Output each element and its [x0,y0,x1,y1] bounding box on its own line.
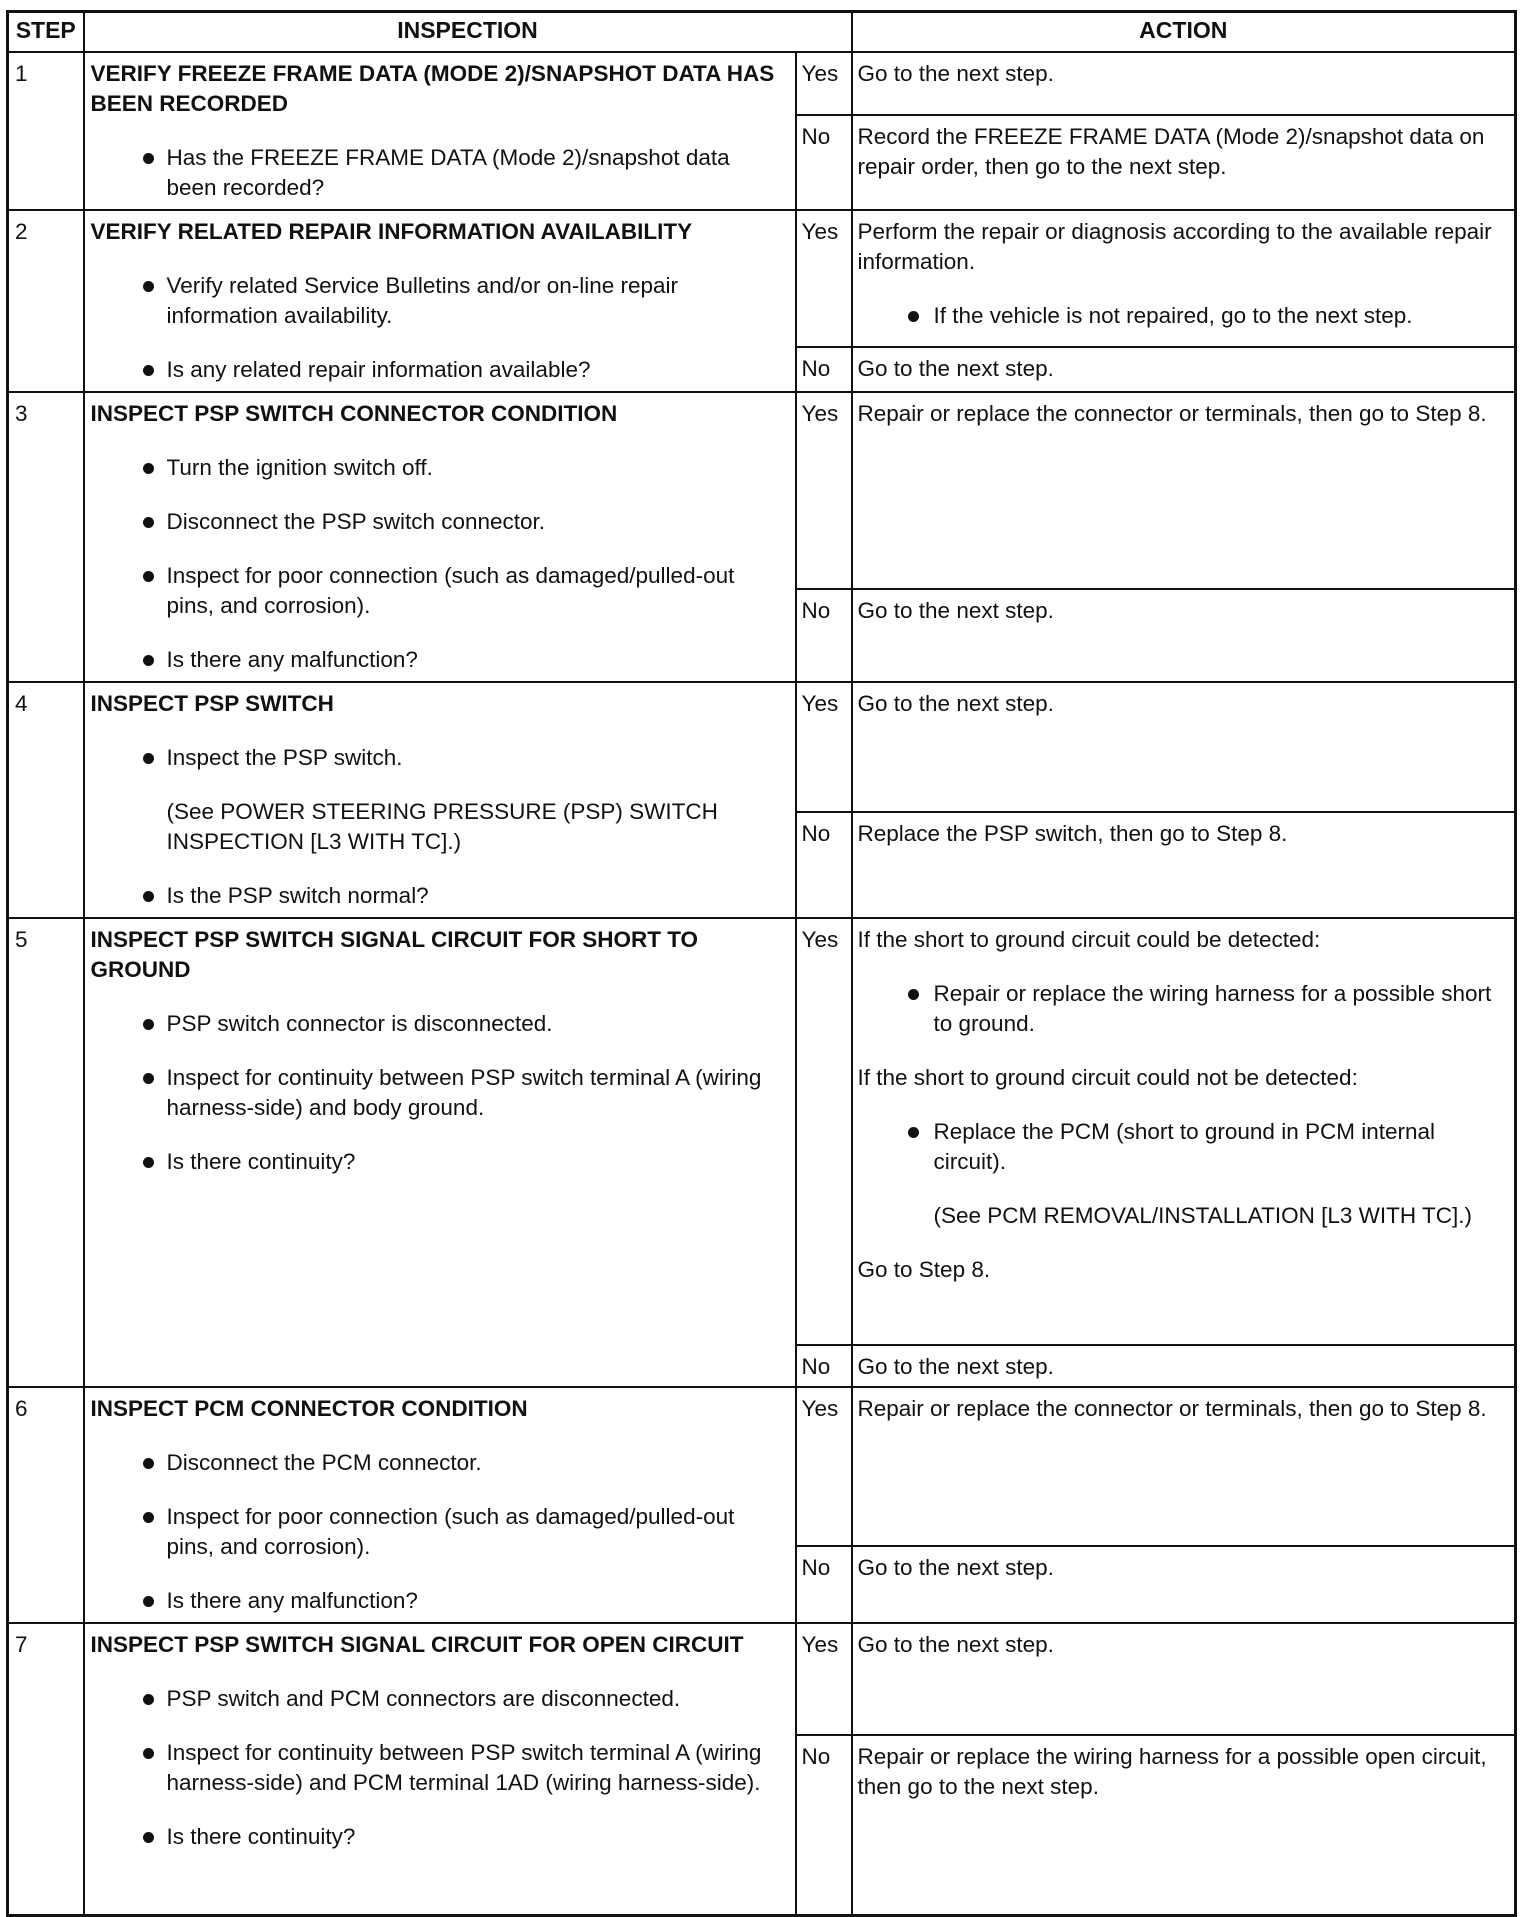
inspection-bullet: Verify related Service Bulletins and/or on-line repair information availability. [91,271,785,331]
action-line: Replace the PSP switch, then go to Step 8. [857,821,1288,847]
action-no [852,115,1516,210]
action-no [852,1546,1516,1623]
inspection-bullet: Is there any malfunction? [91,645,785,675]
action-yes [852,392,1516,589]
inspection-cell [84,210,796,392]
action-line: Replace the PCM (short to ground in PCM internal circuit). [858,1117,1505,1177]
answer-yes: Yes [796,392,852,589]
inspection-bullet: Disconnect the PCM connector. [91,1448,785,1478]
action-line: Go to Step 8. [857,1257,991,1282]
action-line: If the short to ground circuit could not be detected: [857,1065,1358,1090]
step-number: 5 [8,918,84,1387]
answer-yes: Yes [796,682,852,812]
inspection-bullet: Is the PSP switch normal? [91,881,785,911]
action-line: Go to the next step. [857,355,1054,381]
inspection-bullet: Has the FREEZE FRAME DATA (Mode 2)/snapshot data been recorded? [91,143,785,203]
answer-no: No [796,812,852,918]
inspection-bullet: Inspect for poor connection (such as damaged/pulled-out pins, and corrosion). [91,561,785,621]
answer-yes: Yes [796,1387,852,1546]
inspection-bullet: Turn the ignition switch off. [91,453,785,483]
action-line: Go to the next step. [857,1354,1054,1379]
header-action: ACTION [852,12,1516,53]
action-line: Go to the next step. [857,597,1054,623]
step-row [8,210,1516,347]
inspection-bullet: Is any related repair information available? [91,355,785,385]
step-number: 3 [8,392,84,682]
inspection-title: INSPECT PCM CONNECTOR CONDITION [90,1396,528,1421]
inspection-cell [84,1387,796,1623]
answer-no: No [796,1345,852,1387]
action-line: Repair or replace the connector or terminals, then go to Step 8. [857,1396,1487,1421]
action-line: If the short to ground circuit could be detected: [857,927,1321,952]
answer-no: No [796,589,852,682]
table-body [8,52,1516,1915]
inspection-cell [84,918,796,1387]
answer-yes: Yes [796,1623,852,1735]
table-header-row [8,12,1516,53]
action-line: (See PCM REMOVAL/INSTALLATION [L3 WITH TC].) [933,1203,1472,1228]
inspection-bullet: PSP switch connector is disconnected. [91,1009,785,1039]
inspection-reference: (See POWER STEERING PRESSURE (PSP) SWITCH INSPECTION [L3 WITH TC].) [166,799,718,854]
answer-yes: Yes [796,918,852,1345]
action-line: Repair or replace the wiring harness for a possible short to ground. [858,979,1505,1039]
step-row [8,1387,1516,1546]
action-yes [852,918,1516,1345]
inspection-title: INSPECT PSP SWITCH SIGNAL CIRCUIT FOR OPEN CIRCUIT [90,1632,744,1657]
action-line: If the vehicle is not repaired, go to the next step. [858,301,1505,331]
inspection-bullet: Is there continuity? [91,1147,785,1177]
step-number: 6 [8,1387,84,1623]
action-line: Record the FREEZE FRAME DATA (Mode 2)/snapshot data on repair order, then go to the next step. [857,124,1485,180]
answer-no: No [796,347,852,393]
inspection-bullet: Is there any malfunction? [91,1586,785,1616]
action-yes [852,1387,1516,1546]
header-step: STEP [8,12,84,53]
inspection-bullet: Inspect the PSP switch. [91,743,785,773]
action-no [852,1735,1516,1915]
inspection-bullet: Inspect for continuity between PSP switch terminal A (wiring harness-side) and PCM terminal 1AD (wiring harness-side). [91,1738,785,1798]
action-yes [852,210,1516,347]
action-yes [852,682,1516,812]
inspection-bullet: PSP switch and PCM connectors are disconnected. [91,1684,785,1714]
step-number: 1 [8,52,84,210]
action-line: Go to the next step. [857,1555,1054,1581]
inspection-cell [84,392,796,682]
step-number: 7 [8,1623,84,1915]
action-yes [852,52,1516,115]
inspection-bullet: Inspect for poor connection (such as damaged/pulled-out pins, and corrosion). [91,1502,785,1562]
inspection-cell [84,682,796,918]
action-yes [852,1623,1516,1735]
step-row [8,52,1516,115]
inspection-title: INSPECT PSP SWITCH SIGNAL CIRCUIT FOR SHORT TO GROUND [90,927,699,982]
answer-yes: Yes [796,210,852,347]
inspection-bullet: Is there continuity? [91,1822,785,1852]
step-number: 4 [8,682,84,918]
action-no [852,589,1516,682]
step-row [8,918,1516,1345]
inspection-cell [84,52,796,210]
action-line: Repair or replace the wiring harness for a possible open circuit, then go to the next step. [857,1744,1487,1799]
action-line: Repair or replace the connector or terminals, then go to Step 8. [857,401,1487,426]
action-line: Go to the next step. [857,61,1054,86]
inspection-title: VERIFY RELATED REPAIR INFORMATION AVAILABILITY [90,219,693,244]
inspection-title: INSPECT PSP SWITCH CONNECTOR CONDITION [90,401,618,426]
step-row [8,392,1516,589]
answer-no: No [796,1546,852,1623]
step-row [8,682,1516,812]
inspection-bullet: Disconnect the PSP switch connector. [91,507,785,537]
diagnostic-procedure-table [6,10,1517,1917]
header-inspection: INSPECTION [84,12,852,53]
answer-no: No [796,1735,852,1915]
action-line: Go to the next step. [857,1632,1054,1657]
step-number: 2 [8,210,84,392]
action-line: Go to the next step. [857,691,1054,716]
inspection-title: VERIFY FREEZE FRAME DATA (MODE 2)/SNAPSHOT DATA HAS BEEN RECORDED [90,61,775,116]
answer-no: No [796,115,852,210]
inspection-cell [84,1623,796,1915]
inspection-title: INSPECT PSP SWITCH [90,691,334,716]
inspection-bullet: Inspect for continuity between PSP switch terminal A (wiring harness-side) and body ground. [91,1063,785,1123]
step-row [8,1623,1516,1735]
action-no [852,812,1516,918]
answer-yes: Yes [796,52,852,115]
action-line: Perform the repair or diagnosis according to the available repair information. [857,219,1492,274]
action-no [852,347,1516,393]
action-no [852,1345,1516,1387]
